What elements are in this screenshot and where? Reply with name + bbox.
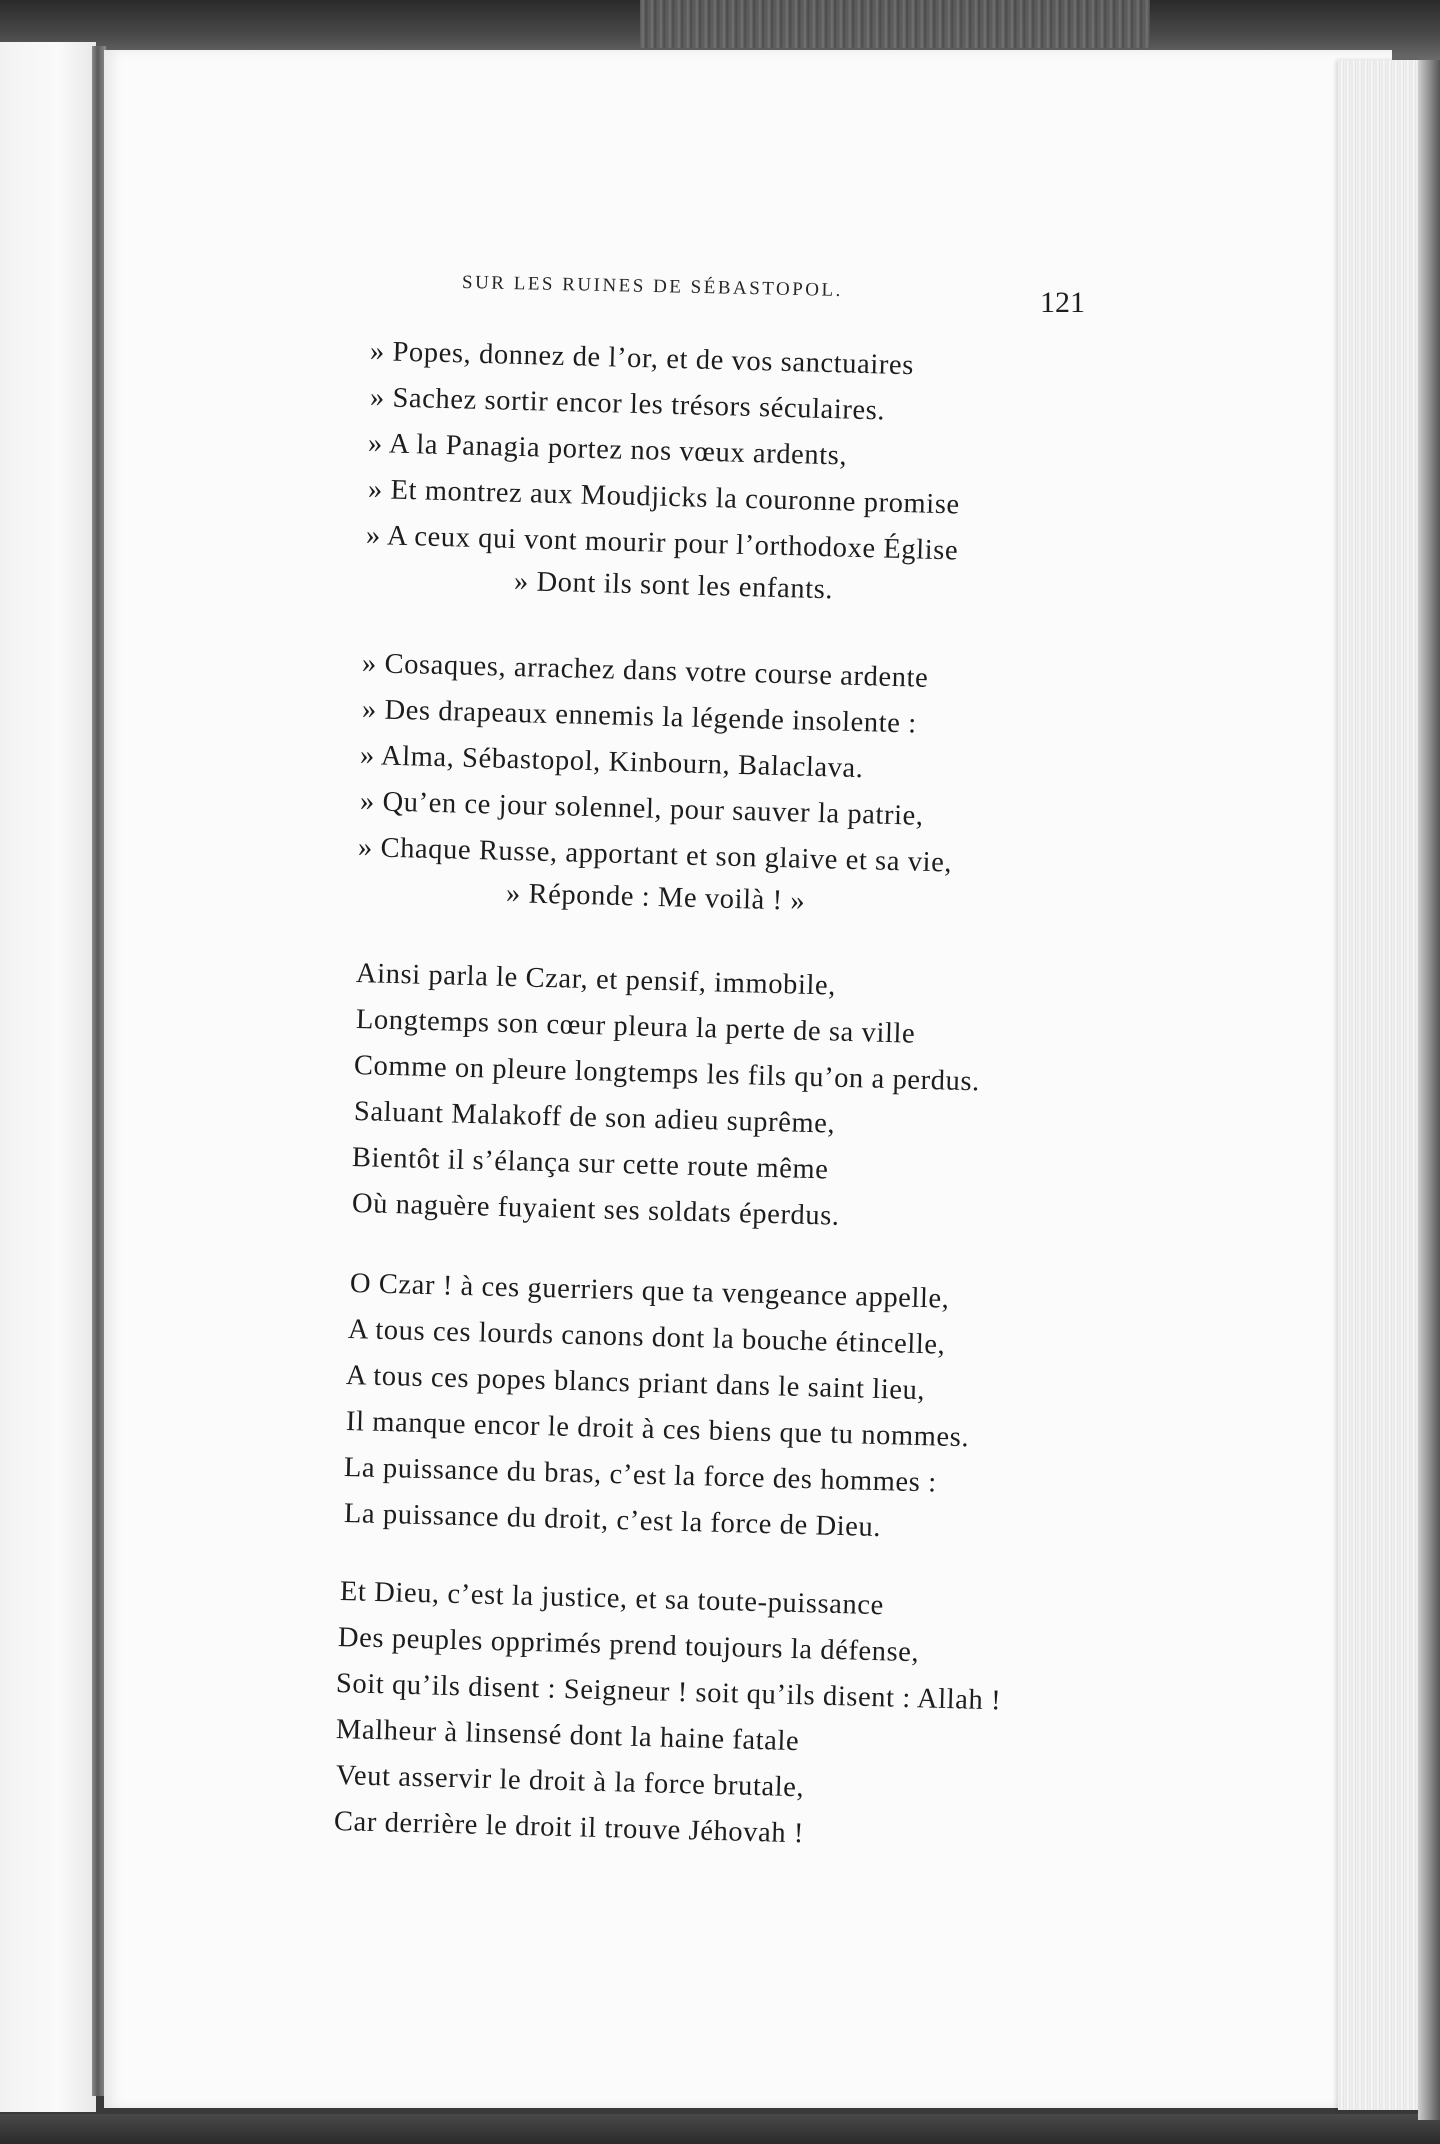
verse-line: » Dont ils sont les enfants.: [513, 566, 834, 606]
verse-line: » A la Panagia portez nos vœux ardents,: [367, 428, 848, 472]
verse-line: » Réponde : Me voilà ! »: [505, 878, 806, 917]
left-page-edge: [0, 42, 96, 2112]
verse-line: Des peuples opprimés prend toujours la défense,: [337, 1622, 920, 1669]
verse-line: Comme on pleure longtemps les fils qu’on a perdus.: [353, 1050, 981, 1098]
verse-line: Malheur à linsensé dont la haine fatale: [335, 1714, 800, 1758]
verse-line: A tous ces lourds canons dont la bouche étincelle,: [347, 1314, 946, 1361]
verse-line: A tous ces popes blancs priant dans le saint lieu,: [345, 1360, 926, 1407]
verse-line: Ainsi parla le Czar, et pensif, immobile,: [355, 958, 837, 1002]
verse-line: Bientôt il s’élança sur cette route même: [351, 1142, 829, 1186]
verse-line: » Alma, Sébastopol, Kinbourn, Balaclava.: [359, 740, 864, 785]
verse-line: Où naguère fuyaient ses soldats éperdus.: [351, 1188, 841, 1232]
verse-line: » Sachez sortir encor les trésors séculaires.: [369, 382, 886, 427]
verse-line: Et Dieu, c’est la justice, et sa toute-puissance: [339, 1576, 885, 1622]
page-stack-edges: [1338, 60, 1420, 2110]
verse-line: » Cosaques, arrachez dans votre course ardente: [361, 648, 929, 694]
verse-line: La puissance du droit, c’est la force de Dieu.: [343, 1498, 882, 1544]
scan-background-bottom: [0, 2114, 1440, 2144]
verse-line: Veut asservir le droit à la force brutale,: [335, 1760, 805, 1804]
book-spine-texture: [640, 0, 1150, 48]
verse-line: » Et montrez aux Moudjicks la couronne promise: [367, 474, 961, 521]
verse-line: » Des drapeaux ennemis la légende insolente :: [361, 694, 918, 740]
verse-line: Saluant Malakoff de son adieu suprême,: [353, 1096, 836, 1140]
verse-line: La puissance du bras, c’est la force des hommes :: [343, 1452, 938, 1499]
page-stack-shadow: [1418, 60, 1440, 2120]
verse-line: Longtemps son cœur pleura la perte de sa ville: [355, 1004, 916, 1050]
page-number: 121: [1040, 286, 1085, 319]
running-head: SUR LES RUINES DE SÉBASTOPOL.: [461, 272, 844, 301]
verse-line: Car derrière le droit il trouve Jéhovah !: [333, 1806, 805, 1850]
verse-line: » Popes, donnez de l’or, et de vos sanctuaires: [369, 336, 915, 382]
verse-line: Il manque encor le droit à ces biens que tu nommes.: [345, 1406, 970, 1454]
verse-line: » Chaque Russe, apportant et son glaive et sa vie,: [357, 832, 953, 879]
verse-line: O Czar ! à ces guerriers que ta vengeance appelle,: [349, 1268, 950, 1315]
verse-line: » A ceux qui vont mourir pour l’orthodoxe Église: [365, 520, 959, 567]
verse-line: » Qu’en ce jour solennel, pour sauver la patrie,: [359, 786, 925, 832]
verse-line: Soit qu’ils disent : Seigneur ! soit qu’ils disent : Allah !: [335, 1668, 1002, 1717]
